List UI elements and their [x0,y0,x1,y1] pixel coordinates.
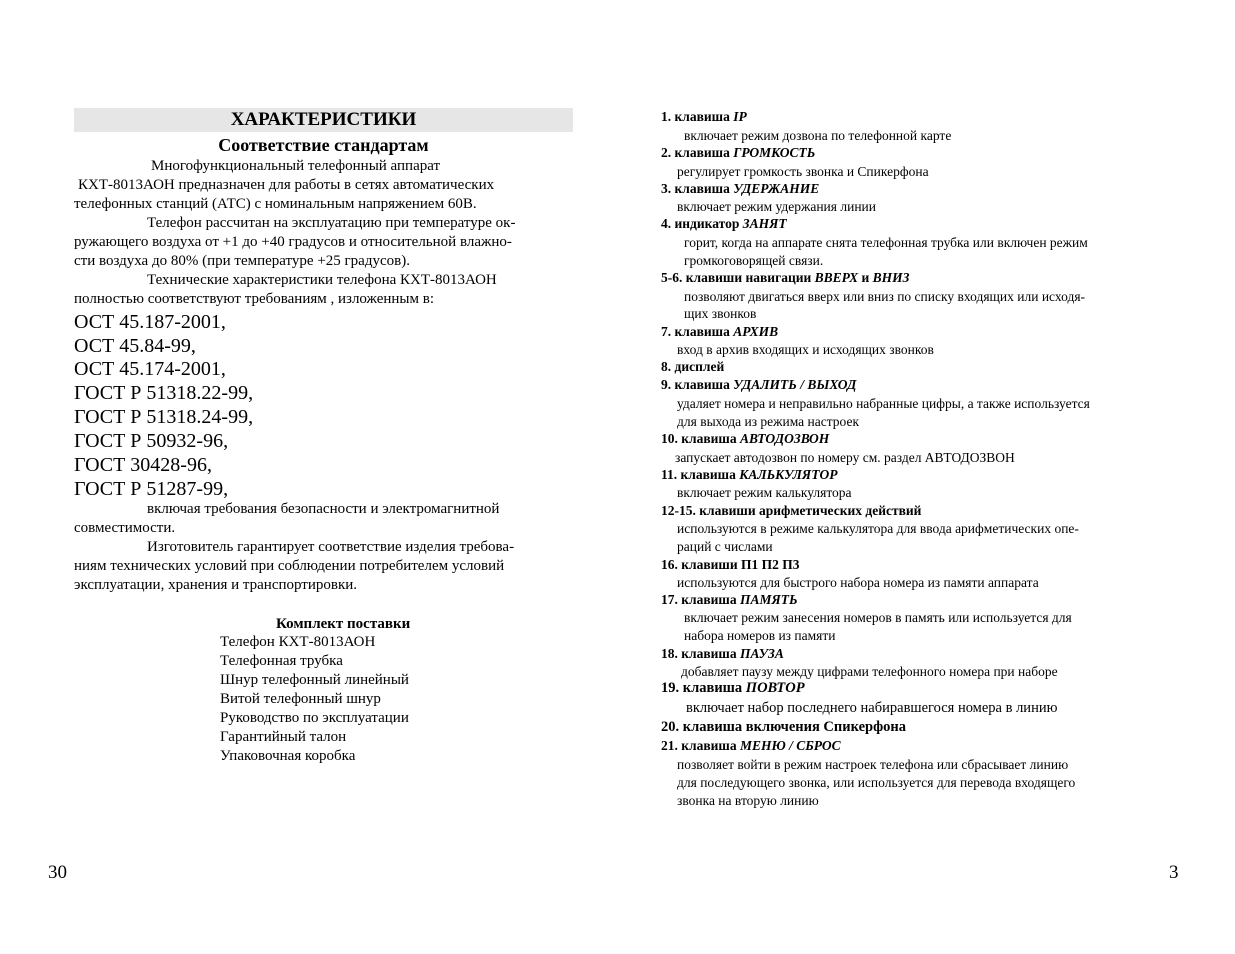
section-subheading: Соответствие стандартам [218,135,429,155]
key-title: 2. клавиша ГРОМКОСТЬ [661,145,816,160]
key-title: 10. клавиша АВТОДОЗВОН [661,431,830,446]
page-number-right: 3 [1169,862,1179,883]
standard-item: ГОСТ Р 50932-96, [74,430,229,452]
key-title: 20. клавиша включения Спикерфона [661,719,906,735]
standard-item: ГОСТ 30428-96, [74,454,212,476]
para1-line2: КХТ-8013АОН предназначен для работы в сетях автоматических [78,177,495,193]
kit-item: Упаковочная коробка [220,748,356,764]
para1-line1: Многофункциональный телефонный аппарат [151,158,441,174]
para5-line1: Изготовитель гарантирует соответствие изделия требова- [147,539,515,555]
para4-line2: совместимости. [74,520,176,536]
para2-line2: ружающего воздуха от +1 до +40 градусов и относительной влажно- [74,234,512,250]
kit-item: Витой телефонный шнур [220,691,381,707]
key-description: включает режим дозвона по телефонной карте [684,128,952,143]
key-description: для последующего звонка, или используется для перевода входящего [677,775,1076,790]
key-description: включает режим удержания линии [677,199,876,214]
standard-item: ГОСТ Р 51287-99, [74,478,229,500]
key-title: 3. клавиша УДЕРЖАНИЕ [661,181,820,196]
para2-line3: сти воздуха до 80% (при температуре +25 градусов). [74,253,410,269]
standard-item: ГОСТ Р 51318.22-99, [74,382,254,404]
key-title: 21. клавиша МЕНЮ / СБРОС [661,738,841,753]
key-title: 18. клавиша ПАУЗА [661,646,784,661]
key-description: раций с числами [677,539,773,554]
key-title: 9. клавиша УДАЛИТЬ / ВЫХОД [661,377,857,392]
key-description: регулирует громкость звонка и Спикерфона [677,164,929,179]
key-description: звонка на вторую линию [677,793,819,808]
page-number-left: 30 [48,862,67,883]
standard-item: ОСТ 45.174-2001, [74,358,226,380]
key-description: позволяет войти в режим настроек телефона или сбрасывает линию [677,757,1069,772]
para3-line2: полностью соответствуют требованиям , изложенным в: [74,291,435,307]
kit-item: Телефонная трубка [220,653,343,669]
key-title: 12-15. клавиши арифметических действий [661,503,922,518]
key-title: 17. клавиша ПАМЯТЬ [661,592,798,607]
key-description: горит, когда на аппарате снята телефонная трубка или включен режим [684,235,1088,250]
key-description: включает набор последнего набиравшегося номера в линию [686,700,1058,716]
para5-line2: ниям технических условий при соблюдении потребителем условий [74,558,505,574]
kit-item: Шнур телефонный линейный [220,672,409,688]
key-description: громкоговорящей связи. [684,253,824,268]
key-description: набора номеров из памяти [684,628,836,643]
key-title: 11. клавиша КАЛЬКУЛЯТОР [661,467,838,482]
key-description: добавляет паузу между цифрами телефонного номера при наборе [681,664,1058,679]
key-description: используются в режиме калькулятора для ввода арифметических опе- [677,521,1079,536]
key-description: удаляет номера и неправильно набранные цифры, а также используется [677,396,1090,411]
para1-line3: телефонных станций (АТС) с номинальным напряжением 60В. [74,196,477,212]
key-title: 5-6. клавиши навигации ВВЕРХ и ВНИЗ [661,270,910,285]
key-description: для выхода из режима настроек [677,414,859,429]
para2-line1: Телефон рассчитан на эксплуатацию при температуре ок- [147,215,516,231]
para4-line1: включая требования безопасности и электромагнитной [147,501,500,517]
standard-item: ОСТ 45.84-99, [74,335,196,357]
kit-item: Телефон КХТ-8013АОН [220,634,376,650]
key-title: 1. клавиша IP [661,109,747,124]
key-description: включает режим занесения номеров в память или используется для [684,610,1072,625]
page-heading: ХАРАКТЕРИСТИКИ [74,108,573,132]
para3-line1: Технические характеристики телефона КХТ-8013АОН [147,272,497,288]
key-description: запускает автодозвон по номеру см. раздел АВТОДОЗВОН [675,450,1015,465]
key-title: 8. дисплей [661,359,725,374]
key-title: 7. клавиша АРХИВ [661,324,779,339]
key-title: 16. клавиши П1 П2 П3 [661,557,800,572]
key-title: 4. индикатор ЗАНЯТ [661,216,787,231]
kit-item: Гарантийный талон [220,729,347,745]
key-description: вход в архив входящих и исходящих звонков [677,342,934,357]
kit-item: Руководство по эксплуатации [220,710,409,726]
key-title: 19. клавиша ПОВТОР [661,680,805,696]
kit-title: Комплект поставки [276,616,411,632]
key-description: позволяют двигаться вверх или вниз по списку входящих или исходя- [684,289,1086,304]
standard-item: ОСТ 45.187-2001, [74,311,226,333]
key-description: используются для быстрого набора номера из памяти аппарата [677,575,1039,590]
para5-line3: эксплуатации, хранения и транспортировки. [74,577,358,593]
standard-item: ГОСТ Р 51318.24-99, [74,406,254,428]
key-description: включает режим калькулятора [677,485,852,500]
key-description: щих звонков [684,306,757,321]
